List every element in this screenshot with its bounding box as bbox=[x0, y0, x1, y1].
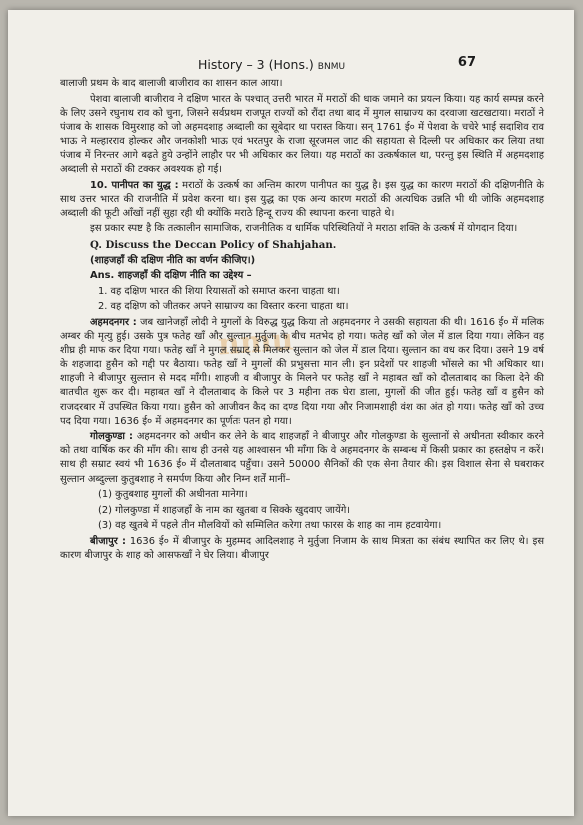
bijapur-heading: बीजापुर : bbox=[90, 535, 126, 547]
aim-item: 1. वह दक्षिण भारत की शिया रियासतों को समाप्त करना चाहता था। bbox=[98, 285, 340, 297]
ahmadnagar-text: जब खानेजहाँ लोदी ने मुगलों के विरुद्ध युद्ध किया तो अहमदनगर ने उसकी सहायता की थी। 1616 ई० में मलिक अम्बर की मृत्यु हुई। उसके पुत्र फतेह खाँ और सुल्तान मुर्तुजा के बीच मतभेद हो गया। फतेह खाँ को जेल में डाल दिया गया। लेकिन वह शीघ्र ही माफ कर दिया गया। फतेह खाँ ने मुगल सम्राट् से मिलकर सुल्तान को जेल में डाल दिया। सुल्तान का वध कर दिया। उसने 19 वर्ष के शहजादा हुसैन को गद्दी पर बैठाया। फतेह खाँ ने मुगलों की प्रभुसत्ता मान ली। इन प्रदेशों पर शाहजी भोंसले का भी अधिकार था। शाहजी ने बीजापुर सुल्तान से मदद माँगी। शाहजी व बीजापुर के मिलने पर फतेह खाँ ने महाबत खाँ को दौलताबाद का किला देने की बातचीत शुरू कर दी। महाबत खाँ ने दौलताबाद के किले पर 3 महीना तक घेरा डाला, मुगलों की जीत हुई। फतेह खाँ व हुसैन को राजदरबार में उपस्थित किया गया। हुसैन को आजीवन कैद का दण्ड दिया गया और निजामशाही वंश का अंत हो गया। फतेह खाँ को उच्च पद दिया गया। 1636 ई० में अहमदनगर का पूर्णतः पतन हो गया। bbox=[60, 317, 544, 427]
intro-line: बालाजी प्रथम के बाद बालाजी बाजीराव का शासन काल आया। bbox=[60, 78, 283, 89]
page-body bbox=[60, 77, 544, 565]
question-english: Q. Discuss the Deccan Policy of Shahjahan. bbox=[90, 239, 337, 252]
paragraph-golkunda bbox=[60, 430, 544, 486]
paragraph-peshwa: पेशवा बालाजी बाजीराव ने दक्षिण भारत के पश्चात् उत्तरी भारत में मराठों की धाक जमाने का प्रयत्न किया। यह कार्य सम्पन्न करने के लिए उसने रघुनाथ राव को चुना, जिसने सर्वप्रथम राजपूत राज्यों को रौंदा तथा बाद में मुगल साम्राज्य का दरवाजा खटखटाया। मराठों ने पंजाब के शासक विमुरशाह को जो अहमदशाह अब्दाली का सूबेदार था परास्त किया। सन् 1761 ई० में पेशवा के चचेरे भाई सदाशिव राव भाऊ ने मल्हारराव होल्कर और जनकोशी भाऊ एवं भरतपुर के राजा सूरजमल जाट की सहायता से दिल्ली पर अधिकार कर लिया तथा पंजाब में निरन्तर आगे बढ़ते हुये उन्होंने लाहौर पर भी अधिकार कर लिया। यह मराठों का उत्कर्षकाल था, परन्तु इस स्थिति में अहमदशाह अब्दाली से मराठों की टक्कर अवश्यक हो गई। bbox=[60, 93, 544, 176]
golkunda-heading: गोलकुण्डा : bbox=[90, 431, 134, 443]
panipat-heading: 10. पानीपत का युद्ध : bbox=[90, 179, 179, 191]
term-item: (2) गोलकुण्डा में शाहजहाँ के नाम का खुतबा व सिक्के खुदवाए जायेंगे। bbox=[98, 504, 351, 516]
panipat-text: मराठों के उत्कर्ष का अन्तिम कारण पानीपत का युद्ध है। इस युद्ध का कारण मराठों की दक्षिणनीति के साथ उत्तर भारत की राजनीति में प्रवेश करना था। इस युद्ध का एक अन्य कारण मराठों की अत्यधिक उन्नति भी थी जोकि अहमदशाह अब्दाली की फूटी आँखों नहीं सुहा रही थी क्योंकि मराठे हिन्दू राज्य की स्थापना करना चाहते थे। bbox=[60, 179, 544, 219]
book-page bbox=[8, 10, 574, 816]
paragraph-ahmadnagar bbox=[60, 316, 544, 429]
watermark: nmu bbox=[216, 322, 295, 363]
title-suffix: BNMU bbox=[317, 62, 346, 72]
paragraph-panipat bbox=[60, 179, 544, 221]
running-title: History – 3 (Hons.) BNMU bbox=[198, 57, 346, 72]
answer-heading: Ans. शाहजहाँ की दक्षिण नीति का उद्देश्य – bbox=[90, 270, 252, 282]
paragraph-conclusion: इस प्रकार स्पष्ट है कि तत्कालीन सामाजिक, राजनीतिक व धार्मिक परिस्थितियों ने मराठा शक्ति के उत्कर्ष में योगदान दिया। bbox=[90, 223, 518, 235]
page-header bbox=[8, 55, 574, 77]
ahmadnagar-heading: अहमदनगर : bbox=[90, 317, 137, 328]
paragraph-bijapur bbox=[60, 535, 544, 563]
golkunda-text: अहमदनगर को अधीन कर लेने के बाद शाहजहाँ ने बीजापुर और गोलकुण्डा के सुल्तानों से अधीनता स्वीकार करने को तथा वार्षिक कर की माँग की। साथ ही उनसे यह आश्वासन भी माँगा कि वे अहमदनगर के सम्बन्ध में किसी प्रकार का हस्तक्षेप न करें। साथ ही सम्राट स्वयं भी 1636 ई० में दौलताबाद पहुँचा। उसने 50000 सैनिकों की एक सेना तैयार की। इस विशाल सेना से घबराकर सुल्तान अब्दुल्ला कुतुबशाह ने समर्पण किया और निम्न शर्तें मानीं– bbox=[60, 431, 544, 485]
question-hindi: (शाहजहाँ की दक्षिण नीति का वर्णन कीजिए।) bbox=[90, 254, 256, 266]
term-item: (3) वह खुतबे में पहले तीन मौलवियों को सम्मिलित करेगा तथा फारस के शाह का नाम हटवायेगा। bbox=[98, 520, 442, 532]
page-number: 67 bbox=[457, 55, 476, 70]
term-item: (1) कुतुबशाह मुगलों की अधीनता मानेगा। bbox=[98, 489, 248, 501]
aim-item: 2. वह दक्षिण को जीतकर अपने साम्राज्य का विस्तार करना चाहता था। bbox=[98, 301, 349, 313]
bijapur-text: 1636 ई० में बीजापुर के मुहम्मद आदिलशाह ने मुर्तुजा निजाम के साथ मित्रता का संबंध स्थापित कर लिए थे। इस कारण बीजापुर के शाह को आसफखाँ ने घेर लिया। बीजापुर bbox=[60, 535, 544, 561]
